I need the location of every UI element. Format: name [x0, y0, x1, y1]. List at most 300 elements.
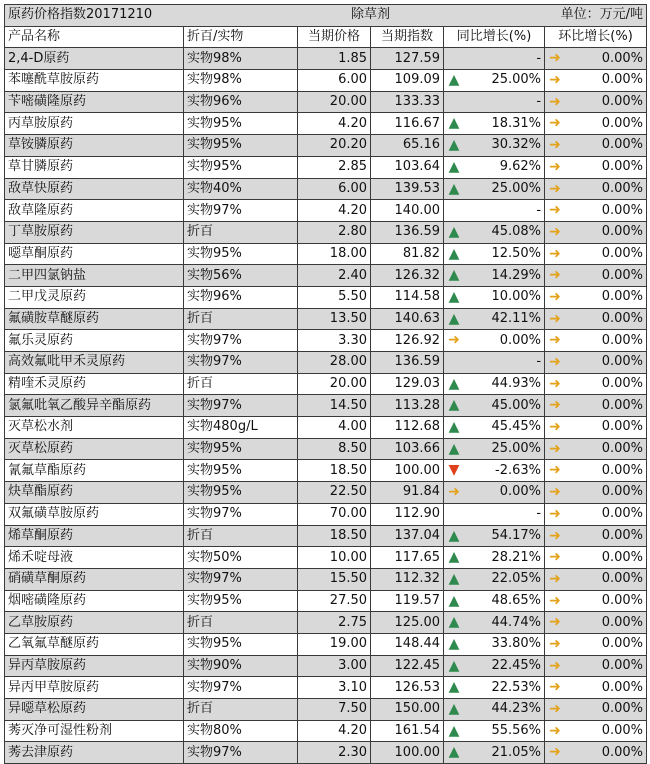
mom-value: 0.00%	[601, 354, 644, 370]
yoy-value: 42.11%	[491, 310, 542, 326]
col-header-name: 产品名称	[5, 26, 184, 48]
yoy-cell	[444, 221, 545, 243]
mom-cell	[545, 503, 647, 525]
down-arrow-icon: ▼	[448, 462, 460, 479]
col-header-index: 当期指数	[371, 26, 444, 48]
right-arrow-icon: ➜	[549, 505, 561, 522]
spec-cell: 折百	[184, 308, 298, 330]
spec-cell: 实物97%	[184, 677, 298, 699]
yoy-value: 55.56%	[491, 723, 542, 739]
product-name-cell: 氟磺胺草醚原药	[5, 308, 184, 330]
spec-cell: 实物97%	[184, 395, 298, 417]
product-name-cell: 二甲四氯钠盐	[5, 265, 184, 287]
spec-cell: 实物95%	[184, 482, 298, 504]
spec-cell: 折百	[184, 525, 298, 547]
right-arrow-icon: ➜	[549, 137, 561, 154]
table-row	[5, 655, 647, 677]
yoy-cell	[444, 677, 545, 699]
price-cell: 2.80	[298, 221, 371, 243]
mom-cell	[545, 48, 647, 70]
yoy-value: 33.80%	[491, 636, 542, 652]
yoy-cell	[444, 612, 545, 634]
spec-cell: 实物97%	[184, 568, 298, 590]
right-arrow-icon: ➜	[549, 657, 561, 674]
index-cell: 136.59	[371, 221, 444, 243]
right-arrow-icon: ➜	[549, 549, 561, 566]
yoy-value: 45.00%	[491, 397, 542, 413]
yoy-value: 44.74%	[491, 614, 542, 630]
index-cell: 103.64	[371, 156, 444, 178]
table-row	[5, 590, 647, 612]
product-name-cell: 烟嘧磺隆原药	[5, 590, 184, 612]
yoy-cell	[444, 265, 545, 287]
right-arrow-icon: ➜	[549, 245, 561, 262]
yoy-cell	[444, 352, 545, 374]
yoy-cell	[444, 286, 545, 308]
table-body	[5, 48, 647, 764]
right-arrow-icon: ➜	[549, 115, 561, 132]
up-arrow-icon: ▲	[448, 115, 460, 132]
mom-value: 0.00%	[601, 419, 644, 435]
yoy-value: 0.00%	[499, 332, 542, 348]
product-name-cell: 精喹禾灵原药	[5, 373, 184, 395]
product-name-cell: 草甘膦原药	[5, 156, 184, 178]
yoy-value: 25.00%	[491, 72, 542, 88]
mom-cell	[545, 590, 647, 612]
price-cell: 2.75	[298, 612, 371, 634]
product-name-cell: 灭草松原药	[5, 438, 184, 460]
index-cell: 100.00	[371, 742, 444, 764]
table-row	[5, 373, 647, 395]
spec-cell: 实物80%	[184, 720, 298, 742]
yoy-cell	[444, 699, 545, 721]
spec-cell: 实物40%	[184, 178, 298, 200]
table-row	[5, 352, 647, 374]
product-name-cell: 丙草胺原药	[5, 113, 184, 135]
mom-value: 0.00%	[601, 50, 644, 66]
index-cell: 103.66	[371, 438, 444, 460]
yoy-value: 0.00%	[499, 484, 542, 500]
spec-cell: 实物98%	[184, 48, 298, 70]
mom-value: 0.00%	[601, 549, 644, 565]
mom-value: 0.00%	[601, 289, 644, 305]
mom-value: 0.00%	[601, 462, 644, 478]
mom-cell	[545, 677, 647, 699]
mom-value: 0.00%	[601, 245, 644, 261]
product-name-cell: 硝磺草酮原药	[5, 568, 184, 590]
col-header-price: 当期价格	[298, 26, 371, 48]
title-row	[5, 5, 647, 27]
mom-cell	[545, 330, 647, 352]
mom-cell	[545, 308, 647, 330]
product-name-cell: 异丙草胺原药	[5, 655, 184, 677]
up-arrow-icon: ▲	[448, 440, 460, 457]
mom-cell	[545, 699, 647, 721]
table-row	[5, 135, 647, 157]
mom-cell	[545, 178, 647, 200]
index-cell: 119.57	[371, 590, 444, 612]
spec-cell: 实物95%	[184, 590, 298, 612]
yoy-value: 22.45%	[491, 657, 542, 673]
price-cell: 3.10	[298, 677, 371, 699]
col-header-spec: 折百/实物	[184, 26, 298, 48]
mom-value: 0.00%	[601, 571, 644, 587]
mom-value: 0.00%	[601, 744, 644, 760]
right-arrow-icon: ➜	[549, 440, 561, 457]
product-name-cell: 烯禾啶母液	[5, 547, 184, 569]
product-name-cell: 高效氟吡甲禾灵原药	[5, 352, 184, 374]
index-cell: 112.68	[371, 417, 444, 439]
mom-value: 0.00%	[601, 701, 644, 717]
mom-cell	[545, 395, 647, 417]
spec-cell: 实物97%	[184, 503, 298, 525]
mom-cell	[545, 525, 647, 547]
table-row	[5, 742, 647, 764]
yoy-cell	[444, 633, 545, 655]
product-name-cell: 异噁草松原药	[5, 699, 184, 721]
index-cell: 126.92	[371, 330, 444, 352]
mom-cell	[545, 243, 647, 265]
index-cell: 140.63	[371, 308, 444, 330]
product-name-cell: 乙氧氟草醚原药	[5, 633, 184, 655]
up-arrow-icon: ▲	[448, 375, 460, 392]
index-cell: 112.32	[371, 568, 444, 590]
table-row	[5, 525, 647, 547]
index-cell: 150.00	[371, 699, 444, 721]
sheet-title: 原药价格指数20171210	[5, 5, 298, 27]
spec-cell: 实物97%	[184, 742, 298, 764]
right-arrow-icon: ➜	[549, 202, 561, 219]
mom-value: 0.00%	[601, 224, 644, 240]
product-name-cell: 烯草酮原药	[5, 525, 184, 547]
right-arrow-icon: ➜	[549, 375, 561, 392]
yoy-value: -	[536, 354, 542, 370]
mom-value: 0.00%	[601, 310, 644, 326]
up-arrow-icon: ▲	[448, 223, 460, 240]
mom-cell	[545, 200, 647, 222]
spec-cell: 实物95%	[184, 438, 298, 460]
right-arrow-icon: ➜	[448, 484, 460, 501]
price-cell: 8.50	[298, 438, 371, 460]
right-arrow-icon: ➜	[549, 50, 561, 67]
mom-value: 0.00%	[601, 397, 644, 413]
right-arrow-icon: ➜	[549, 701, 561, 717]
index-cell: 129.03	[371, 373, 444, 395]
mom-cell	[545, 221, 647, 243]
up-arrow-icon: ▲	[448, 310, 460, 327]
mom-value: 0.00%	[601, 202, 644, 218]
product-name-cell: 苄嘧磺隆原药	[5, 91, 184, 113]
price-cell: 4.20	[298, 200, 371, 222]
mom-cell	[545, 352, 647, 374]
mom-value: 0.00%	[601, 679, 644, 695]
price-cell: 4.00	[298, 417, 371, 439]
yoy-cell	[444, 482, 545, 504]
yoy-cell	[444, 135, 545, 157]
index-cell: 109.09	[371, 70, 444, 92]
up-arrow-icon: ▲	[448, 679, 460, 696]
spec-cell: 实物95%	[184, 156, 298, 178]
index-cell: 125.00	[371, 612, 444, 634]
mom-cell	[545, 91, 647, 113]
mom-cell	[545, 568, 647, 590]
right-arrow-icon: ➜	[549, 484, 561, 501]
spec-cell: 实物90%	[184, 655, 298, 677]
spec-cell: 实物50%	[184, 547, 298, 569]
index-cell: 126.32	[371, 265, 444, 287]
spec-cell: 实物96%	[184, 91, 298, 113]
yoy-cell	[444, 503, 545, 525]
mom-cell	[545, 373, 647, 395]
yoy-cell	[444, 330, 545, 352]
product-name-cell: 二甲戊灵原药	[5, 286, 184, 308]
table-row	[5, 677, 647, 699]
index-cell: 148.44	[371, 633, 444, 655]
yoy-cell	[444, 48, 545, 70]
mom-value: 0.00%	[601, 614, 644, 630]
yoy-value: 21.05%	[491, 744, 542, 760]
table-row	[5, 330, 647, 352]
up-arrow-icon: ▲	[448, 72, 460, 89]
col-header-yoy: 同比增长(%)	[444, 26, 545, 48]
spec-cell: 实物98%	[184, 70, 298, 92]
product-name-cell: 双氟磺草胺原药	[5, 503, 184, 525]
product-name-cell: 氰氟草酯原药	[5, 460, 184, 482]
yoy-value: 28.21%	[491, 549, 542, 565]
table-row	[5, 243, 647, 265]
spec-cell: 实物95%	[184, 633, 298, 655]
index-cell: 116.67	[371, 113, 444, 135]
table-row	[5, 547, 647, 569]
price-cell: 18.50	[298, 525, 371, 547]
right-arrow-icon: ➜	[549, 332, 561, 349]
col-header-mom: 环比增长(%)	[545, 26, 647, 48]
mom-cell	[545, 547, 647, 569]
spec-cell: 折百	[184, 221, 298, 243]
price-cell: 4.20	[298, 113, 371, 135]
table-row	[5, 91, 647, 113]
mom-value: 0.00%	[601, 159, 644, 175]
mom-value: 0.00%	[601, 657, 644, 673]
price-index-sheet	[4, 4, 646, 764]
index-cell: 137.04	[371, 525, 444, 547]
index-cell: 126.53	[371, 677, 444, 699]
index-cell: 136.59	[371, 352, 444, 374]
right-arrow-icon: ➜	[549, 635, 561, 652]
spec-cell: 折百	[184, 373, 298, 395]
product-name-cell: 2,4-D原药	[5, 48, 184, 70]
mom-value: 0.00%	[601, 72, 644, 88]
product-name-cell: 苯噻酰草胺原药	[5, 70, 184, 92]
product-name-cell: 草铵膦原药	[5, 135, 184, 157]
right-arrow-icon: ➜	[549, 744, 561, 761]
price-cell: 20.20	[298, 135, 371, 157]
spec-cell: 实物96%	[184, 286, 298, 308]
product-name-cell: 敌草快原药	[5, 178, 184, 200]
right-arrow-icon: ➜	[549, 288, 561, 305]
yoy-value: -	[536, 94, 542, 110]
price-cell: 18.00	[298, 243, 371, 265]
yoy-cell	[444, 200, 545, 222]
product-name-cell: 乙草胺原药	[5, 612, 184, 634]
mom-value: 0.00%	[601, 636, 644, 652]
product-name-cell: 敌草隆原药	[5, 200, 184, 222]
mom-cell	[545, 156, 647, 178]
table-row	[5, 395, 647, 417]
right-arrow-icon: ➜	[549, 310, 561, 327]
right-arrow-icon: ➜	[549, 679, 561, 696]
mom-value: 0.00%	[601, 137, 644, 153]
mom-value: 0.00%	[601, 180, 644, 196]
spec-cell: 实物56%	[184, 265, 298, 287]
yoy-cell	[444, 655, 545, 677]
table-row	[5, 221, 647, 243]
price-cell: 22.50	[298, 482, 371, 504]
price-cell: 14.50	[298, 395, 371, 417]
index-cell: 113.28	[371, 395, 444, 417]
right-arrow-icon: ➜	[549, 419, 561, 436]
index-cell: 133.33	[371, 91, 444, 113]
yoy-value: 14.29%	[491, 267, 542, 283]
yoy-value: 18.31%	[491, 115, 542, 131]
table-row	[5, 612, 647, 634]
table-row	[5, 633, 647, 655]
mom-cell	[545, 265, 647, 287]
product-name-cell: 氟乐灵原药	[5, 330, 184, 352]
yoy-cell	[444, 417, 545, 439]
yoy-value: 54.17%	[491, 527, 542, 543]
right-arrow-icon: ➜	[549, 180, 561, 197]
right-arrow-icon: ➜	[549, 592, 561, 609]
product-name-cell: 丁草胺原药	[5, 221, 184, 243]
table-row	[5, 482, 647, 504]
yoy-value: 48.65%	[491, 592, 542, 608]
yoy-value: 10.00%	[491, 289, 542, 305]
product-name-cell: 莠去津原药	[5, 742, 184, 764]
yoy-value: 12.50%	[491, 245, 542, 261]
mom-cell	[545, 113, 647, 135]
product-name-cell: 灭草松水剂	[5, 417, 184, 439]
yoy-value: 25.00%	[491, 441, 542, 457]
price-cell: 70.00	[298, 503, 371, 525]
up-arrow-icon: ▲	[448, 397, 460, 414]
yoy-cell	[444, 720, 545, 742]
right-arrow-icon: ➜	[549, 527, 561, 544]
product-name-cell: 莠灭净可湿性粉剂	[5, 720, 184, 742]
right-arrow-icon: ➜	[549, 158, 561, 175]
price-cell: 5.50	[298, 286, 371, 308]
mom-cell	[545, 460, 647, 482]
index-cell: 139.53	[371, 178, 444, 200]
price-cell: 2.40	[298, 265, 371, 287]
index-cell: 81.82	[371, 243, 444, 265]
spec-cell: 实物95%	[184, 113, 298, 135]
mom-value: 0.00%	[601, 94, 644, 110]
yoy-value: 22.53%	[491, 679, 542, 695]
price-cell: 27.50	[298, 590, 371, 612]
mom-value: 0.00%	[601, 592, 644, 608]
price-cell: 20.00	[298, 91, 371, 113]
up-arrow-icon: ▲	[448, 419, 460, 436]
mom-cell	[545, 438, 647, 460]
yoy-cell	[444, 590, 545, 612]
mom-cell	[545, 286, 647, 308]
price-cell: 2.30	[298, 742, 371, 764]
mom-cell	[545, 633, 647, 655]
yoy-value: -	[536, 506, 542, 522]
mom-value: 0.00%	[601, 484, 644, 500]
up-arrow-icon: ▲	[448, 722, 460, 739]
mom-value: 0.00%	[601, 115, 644, 131]
table-row	[5, 460, 647, 482]
yoy-value: -2.63%	[495, 462, 542, 478]
up-arrow-icon: ▲	[448, 267, 460, 284]
price-table	[4, 4, 647, 764]
index-cell: 112.90	[371, 503, 444, 525]
index-cell: 100.00	[371, 460, 444, 482]
mom-cell	[545, 742, 647, 764]
spec-cell: 折百	[184, 612, 298, 634]
mom-value: 0.00%	[601, 723, 644, 739]
yoy-cell	[444, 243, 545, 265]
index-cell: 127.59	[371, 48, 444, 70]
up-arrow-icon: ▲	[448, 549, 460, 566]
price-cell: 6.00	[298, 178, 371, 200]
price-cell: 4.20	[298, 720, 371, 742]
price-cell: 28.00	[298, 352, 371, 374]
right-arrow-icon: ➜	[549, 397, 561, 414]
table-row	[5, 70, 647, 92]
price-cell: 13.50	[298, 308, 371, 330]
index-cell: 122.45	[371, 655, 444, 677]
table-row	[5, 156, 647, 178]
table-row	[5, 417, 647, 439]
right-arrow-icon: ➜	[448, 332, 460, 349]
yoy-value: 45.45%	[491, 419, 542, 435]
index-cell: 91.84	[371, 482, 444, 504]
column-header-row	[5, 26, 647, 48]
mom-value: 0.00%	[601, 332, 644, 348]
table-row	[5, 720, 647, 742]
right-arrow-icon: ➜	[549, 722, 561, 739]
price-cell: 7.50	[298, 699, 371, 721]
yoy-cell	[444, 156, 545, 178]
product-name-cell: 炔草酯原药	[5, 482, 184, 504]
yoy-cell	[444, 373, 545, 395]
price-cell: 6.00	[298, 70, 371, 92]
table-row	[5, 503, 647, 525]
yoy-cell	[444, 438, 545, 460]
yoy-value: 30.32%	[491, 137, 542, 153]
right-arrow-icon: ➜	[549, 570, 561, 587]
mom-value: 0.00%	[601, 267, 644, 283]
up-arrow-icon: ▲	[448, 158, 460, 175]
up-arrow-icon: ▲	[448, 592, 460, 609]
table-row	[5, 265, 647, 287]
right-arrow-icon: ➜	[549, 223, 561, 240]
up-arrow-icon: ▲	[448, 245, 460, 262]
index-cell: 161.54	[371, 720, 444, 742]
mom-cell	[545, 612, 647, 634]
yoy-value: 45.08%	[491, 224, 542, 240]
product-name-cell: 异丙甲草胺原药	[5, 677, 184, 699]
right-arrow-icon: ➜	[549, 93, 561, 110]
mom-cell	[545, 417, 647, 439]
right-arrow-icon: ➜	[549, 354, 561, 370]
up-arrow-icon: ▲	[448, 701, 460, 717]
yoy-cell	[444, 742, 545, 764]
price-cell: 20.00	[298, 373, 371, 395]
